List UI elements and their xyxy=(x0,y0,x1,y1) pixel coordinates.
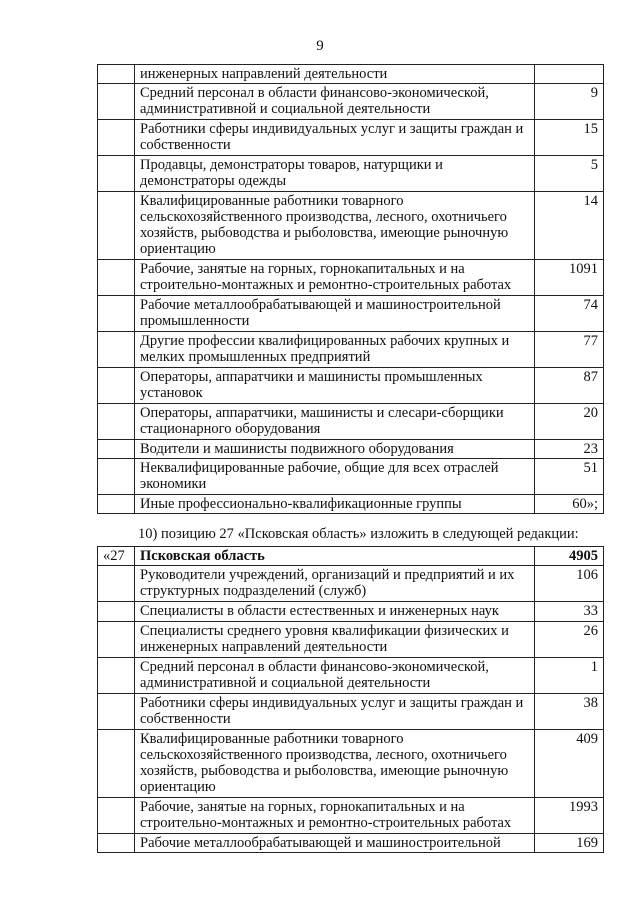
row-value-cell: 5 xyxy=(535,156,604,192)
table-row xyxy=(98,658,604,694)
row-name-cell: Квалифицированные работники товарного сельскохозяйственного производства, лесного, охотничьего хозяйств, рыбоводства и рыболовства, имеющие рыночную ориентацию xyxy=(135,730,535,798)
row-number-cell xyxy=(98,834,135,853)
table-row xyxy=(98,730,604,798)
row-value-cell: 1993 xyxy=(535,798,604,834)
row-value-cell: 74 xyxy=(535,296,604,332)
table-row xyxy=(98,622,604,658)
row-value-cell: 51 xyxy=(535,459,604,495)
row-name-cell: инженерных направлений деятельности xyxy=(135,65,535,84)
table-row xyxy=(98,566,604,602)
row-name-cell: Продавцы, демонстраторы товаров, натурщики и демонстраторы одежды xyxy=(135,156,535,192)
row-name-cell: Операторы, аппаратчики и машинисты промышленных установок xyxy=(135,368,535,404)
row-number-cell xyxy=(98,495,135,514)
row-number-cell xyxy=(98,404,135,440)
row-value-cell: 33 xyxy=(535,602,604,622)
table-row xyxy=(98,694,604,730)
row-number-cell xyxy=(98,730,135,798)
row-name-cell: Рабочие металлообрабатывающей и машиностроительной промышленности xyxy=(135,296,535,332)
region-name-cell: Псковская область xyxy=(135,547,535,566)
table-row xyxy=(98,84,604,120)
row-number-cell xyxy=(98,566,135,602)
table-row xyxy=(98,834,604,853)
amendment-instruction: 10) позицию 27 «Псковская область» изложить в следующей редакции: xyxy=(138,526,579,542)
row-number-cell xyxy=(98,296,135,332)
row-value-cell: 15 xyxy=(535,120,604,156)
table-row xyxy=(98,192,604,260)
row-number-cell xyxy=(98,694,135,730)
region-total-cell: 4905 xyxy=(535,547,604,566)
row-value-cell: 14 xyxy=(535,192,604,260)
row-number-cell xyxy=(98,622,135,658)
row-name-cell: Работники сферы индивидуальных услуг и защиты граждан и собственности xyxy=(135,694,535,730)
row-name-cell: Операторы, аппаратчики, машинисты и слесари-сборщики стационарного оборудования xyxy=(135,404,535,440)
row-name-cell: Иные профессионально-квалификационные группы xyxy=(135,495,535,514)
row-number-cell xyxy=(98,84,135,120)
row-name-cell: Рабочие, занятые на горных, горнокапитальных и на строительно-монтажных и ремонтно-строительных работах xyxy=(135,260,535,296)
row-value-cell: 9 xyxy=(535,84,604,120)
row-number-cell xyxy=(98,459,135,495)
row-name-cell: Руководители учреждений, организаций и предприятий и их структурных подразделений (служб) xyxy=(135,566,535,602)
page-number: 9 xyxy=(316,38,324,54)
row-number-cell xyxy=(98,120,135,156)
row-value-cell xyxy=(535,65,604,84)
row-name-cell: Работники сферы индивидуальных услуг и защиты граждан и собственности xyxy=(135,120,535,156)
row-value-cell: 1 xyxy=(535,658,604,694)
row-number-cell xyxy=(98,156,135,192)
table-row xyxy=(98,296,604,332)
table-row xyxy=(98,798,604,834)
table-row xyxy=(98,459,604,495)
table-row xyxy=(98,156,604,192)
table-row xyxy=(98,440,604,459)
table-row xyxy=(98,368,604,404)
row-number-cell xyxy=(98,798,135,834)
row-value-cell: 1091 xyxy=(535,260,604,296)
row-value-cell: 169 xyxy=(535,834,604,853)
row-name-cell: Неквалифицированные рабочие, общие для всех отраслей экономики xyxy=(135,459,535,495)
row-name-cell: Рабочие, занятые на горных, горнокапитальных и на строительно-монтажных и ремонтно-строительных работах xyxy=(135,798,535,834)
row-value-cell: 409 xyxy=(535,730,604,798)
row-name-cell: Специалисты в области естественных и инженерных наук xyxy=(135,602,535,622)
table-row xyxy=(98,120,604,156)
row-value-cell: 23 xyxy=(535,440,604,459)
row-value-cell: 38 xyxy=(535,694,604,730)
row-name-cell: Рабочие металлообрабатывающей и машиностроительной xyxy=(135,834,535,853)
row-value-cell: 106 xyxy=(535,566,604,602)
table-row xyxy=(98,260,604,296)
row-number-cell xyxy=(98,192,135,260)
row-name-cell: Квалифицированные работники товарного сельскохозяйственного производства, лесного, охотничьего хозяйств, рыбоводства и рыболовства, имеющие рыночную ориентацию xyxy=(135,192,535,260)
row-name-cell: Другие профессии квалифицированных рабочих крупных и мелких промышленных предприятий xyxy=(135,332,535,368)
row-number-cell xyxy=(98,260,135,296)
row-value-cell: 26 xyxy=(535,622,604,658)
row-number-cell xyxy=(98,368,135,404)
row-value-cell: 20 xyxy=(535,404,604,440)
row-number-cell xyxy=(98,602,135,622)
row-value-cell: 87 xyxy=(535,368,604,404)
table-row xyxy=(98,602,604,622)
row-name-cell: Специалисты среднего уровня квалификации физических и инженерных направлений деятельности xyxy=(135,622,535,658)
row-name-cell: Средний персонал в области финансово-экономической, административной и социальной деятельности xyxy=(135,84,535,120)
row-name-cell: Средний персонал в области финансово-экономической, административной и социальной деятельности xyxy=(135,658,535,694)
row-value-cell: 60»; xyxy=(535,495,604,514)
row-number-cell xyxy=(98,658,135,694)
row-number-cell: «27 xyxy=(98,547,135,566)
table-row xyxy=(98,495,604,514)
table-row xyxy=(98,404,604,440)
row-value-cell: 77 xyxy=(535,332,604,368)
row-number-cell xyxy=(98,332,135,368)
row-number-cell xyxy=(98,440,135,459)
table-pskov-region xyxy=(97,546,604,853)
table-row xyxy=(98,547,604,566)
table-row xyxy=(98,332,604,368)
table-continuation xyxy=(97,64,604,514)
row-number-cell xyxy=(98,65,135,84)
row-name-cell: Водители и машинисты подвижного оборудования xyxy=(135,440,535,459)
table-row xyxy=(98,65,604,84)
